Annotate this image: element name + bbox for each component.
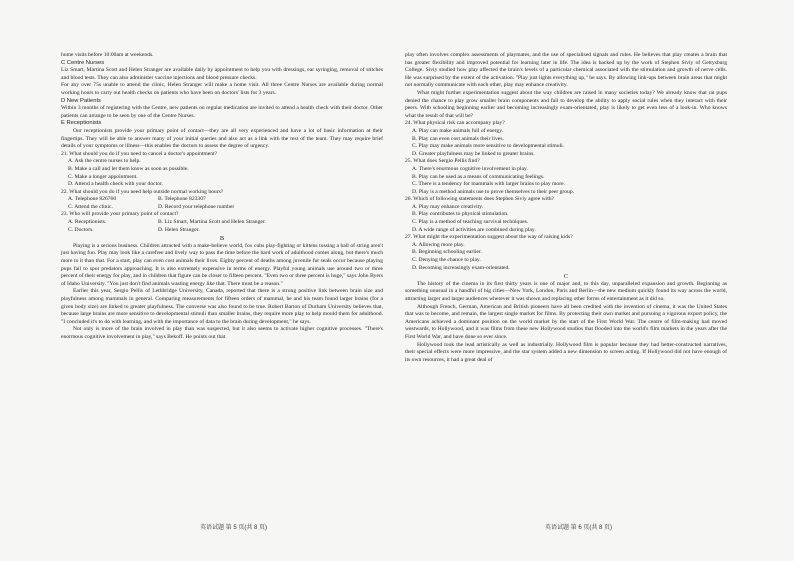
option[interactable]: A. Play may enhance creativity. [412,203,484,210]
option[interactable]: D. Record your telephone number [158,203,235,210]
paragraph: Playing is a serious business. Children attracted with a make-believe world, fox cubs play-fighting or kittens tossing a ball of string aren't just having fun. Play may look like a carefree and lively way to pass the time before the hard work of adulthood comes along, but there's much more to it than that. For a start, play can even cost animals their lives. Eighty percent of deaths among juvenile fur seals occur because playing pups fail to spot predators approaching. It is also extremely expensive in terms of energy. Playful young animals use around two or three percent of their energy for play, and in children that figure can be closer to fifteen percent. "Even two or three percent is huge," says John Byers of Idaho University. "You just don't find animals wasting energy like that. There must be a reason." [61,242,383,287]
passage-b-title: B [219,235,225,243]
option[interactable]: C. Denying the chance to play. [412,257,481,264]
option[interactable]: D. Becoming increasingly exam-orientated. [412,264,510,271]
question-25: 25. What does Sergio Pellis find? [405,158,480,165]
question-21: 21. What should you do if you need to cancel a doctor's appointment? [61,150,218,157]
paragraph: Our receptionists provide your primary point of contact—they are all very experienced and have a lot of basic information at their fingertips. They will be able to answer many of your initial queries and also act as a link with the rest of the team. They may require brief details of your symptoms or illness—this enables the doctors to assess the degree of urgency. [61,127,383,150]
option[interactable]: A. Allowing more play. [412,241,465,248]
page-footer-right: 英语试题 第 6 页(共 8 页) [545,525,613,531]
passage-c-title: C [563,273,569,281]
right-column [405,52,727,364]
page-footer-left: 英语试题 第 5 页(共 8 页) [200,525,268,531]
option-row [68,219,383,227]
paragraph: play often involves complex assessments of playmates, and the use of specialised signals and rules. He believes that play creates a brain that has greater flexibility and improved potential for learning later in life. The idea is backed up by the work of Stephen Siviy of Gettysburg College. Siviy studied how play affected the brain's levels of a particular chemical associated with the stimulation and growth of nerve cells. He was surprised by the extent of the activation. "Play just lights everything up," he says. By allowing link-ups between brain areas that might not normally communicate with each other, play may enhance creativity. [405,52,727,89]
paragraph: Not only is more of the brain involved in play than was suspected, but it also seems to activate higher cognitive processes. "There's enormous cognitive involvement in play," says Bekoff. He points out that [61,326,383,340]
option[interactable]: B. Make a call and let them know as soon as possible. [68,165,189,172]
option[interactable]: A. Receptionists. [68,219,107,226]
paragraph: Earlier this year, Sergio Pellis of Lethbridge University, Canada, reported that there is a strong positive link between brain size and playfulness among mammals in general. Comparing measurements for fifteen orders of mammal, he and his team found larger brains (for a given body size) are linked to greater playfulness. The converse was also found to be true. Robert Barton of Durham University believes that, because large brains are more sensitive to developmental stimuli than smaller brains, they require more play to help mould them for adulthood. "I concluded it's to do with learning, and with the importance of data to the brain during development," he says. [61,288,383,325]
option[interactable]: C. Play is a method of teaching survival techniques. [412,219,529,226]
option[interactable]: A. Telephone 826760 [68,196,117,203]
paragraph: Although French, German, American and British pioneers have all been credited with the invention of cinema, it was the United States that was to become, and remain, the largest single market for films. By protecting their own market and pursuing a vigorous export policy, the Americans achieved a dominant position on the world market by the start of the First World War. The centre of film-making had moved westwards, to Hollywood, and it was films from these new Hollywood studios that flooded into the world's film markets in the years after the First World War, and have done so ever since. [405,303,727,340]
question-27: 27. What might the experimentation suggest about the way of raising kids? [405,234,573,241]
option-row [68,196,383,204]
section-heading-e-receptionists: E Receptionists [61,120,102,127]
paragraph: Within 3 months of registering with the Centre, new patients on regular medication are invited to attend a health check with their doctor. Other patients can arrange to be seen by one of the Centre Nurses. [61,105,383,119]
option[interactable]: D. Play is a method animals use to prove themselves to their peer group. [412,188,575,195]
option[interactable]: B. Liz Smart, Martina Scott and Helen Stranger. [158,219,266,226]
option[interactable]: D. Helen Stranger. [158,226,200,233]
option[interactable]: C. Attend the clinic. [68,203,113,210]
paragraph: The history of the cinema in its first thirty years is one of major and, to this day, unparalleled expansion and growth. Beginning as something unusual in a handful of big cities—New York, London, Paris and Berlin—the new medium quickly found its way across the world, attracting larger and larger audiences wherever it was shown and replacing other forms of entertainment as it did so. [405,280,727,302]
paragraph: What might further experimentation suggest about the way children are raised in many societies today? We already know that rat pups denied the chance to play grow smaller brain components and fail to develop the ability to apply social rules when they interact with their peers. With schooling beginning earlier and becoming increasingly exam-orientated, play is likely to get even less of a look-in. Who knows what the result of that will be? [405,89,727,119]
left-column [61,52,383,342]
section-heading-c-nurses: C Centre Nurses [61,59,105,66]
intro-line: home visits before 10:00am at weekends. [61,52,154,58]
option[interactable]: A. Play can make animals full of energy. [412,127,504,134]
paragraph: Liz Smart, Martina Scott and Helen Stranger are available daily by appointment to help you with dressings, ear syringing, removal of stitches and blood tests. They can also administer vaccine injections and blood pressure checks. [61,67,383,81]
option[interactable]: B. Play can even cost animals their lives. [412,135,504,142]
option[interactable]: B. Beginning schooling earlier. [412,249,482,256]
option-row [68,227,383,235]
question-22: 22. What should you do if you need help outside normal working hours? [61,188,224,195]
option[interactable]: B. Play contributes to physical stimulation. [412,211,509,218]
option[interactable]: A. There's enormous cognitive involvement in play. [412,165,528,172]
option[interactable]: C. Doctors. [68,226,94,233]
paragraph: For any over 75s unable to attend the clinic, Helen Stranger will make a home visit. All three Centre Nurses are available during normal working hours to carry out health checks on patients who have been on doctors' lists for 3 years. [61,82,383,96]
section-heading-d-new-patients: D New Patients [61,97,101,104]
question-23: 23. Who will provide your primary point of contact? [61,211,179,218]
option[interactable]: A. Ask the centre nurses to help. [68,158,141,165]
question-24: 24. What physical risk can accompany play? [405,120,505,127]
question-26: 26. Which of following statements does Stephen Siviy agree with? [405,196,555,203]
option[interactable]: B. Telephone 823307 [158,196,206,203]
option[interactable]: D. Attend a health check with your doctor. [68,181,163,188]
option[interactable]: B. Play can be used as a means of communicating feelings. [412,173,545,180]
option[interactable]: C. There is a tendency for mammals with larger brains to play more. [412,181,565,188]
option[interactable]: D. Greater playfulness may be linked to greater brains. [412,150,535,157]
option[interactable]: C. Make a longer appointment. [68,173,138,180]
paragraph: Hollywood took the lead artistically as well as industrially. Hollywood film is popular because they had better-constructed narratives, their special effects were more impressive, and the star system added a new dimension to screen acting. If Hollywood did not have enough of its own resources, it had a great deal of [405,341,727,363]
option[interactable]: D. A wide range of activities are combined during play. [412,226,536,233]
option[interactable]: C. Play may make animals more sensitive to developmental stimuli. [412,143,565,150]
